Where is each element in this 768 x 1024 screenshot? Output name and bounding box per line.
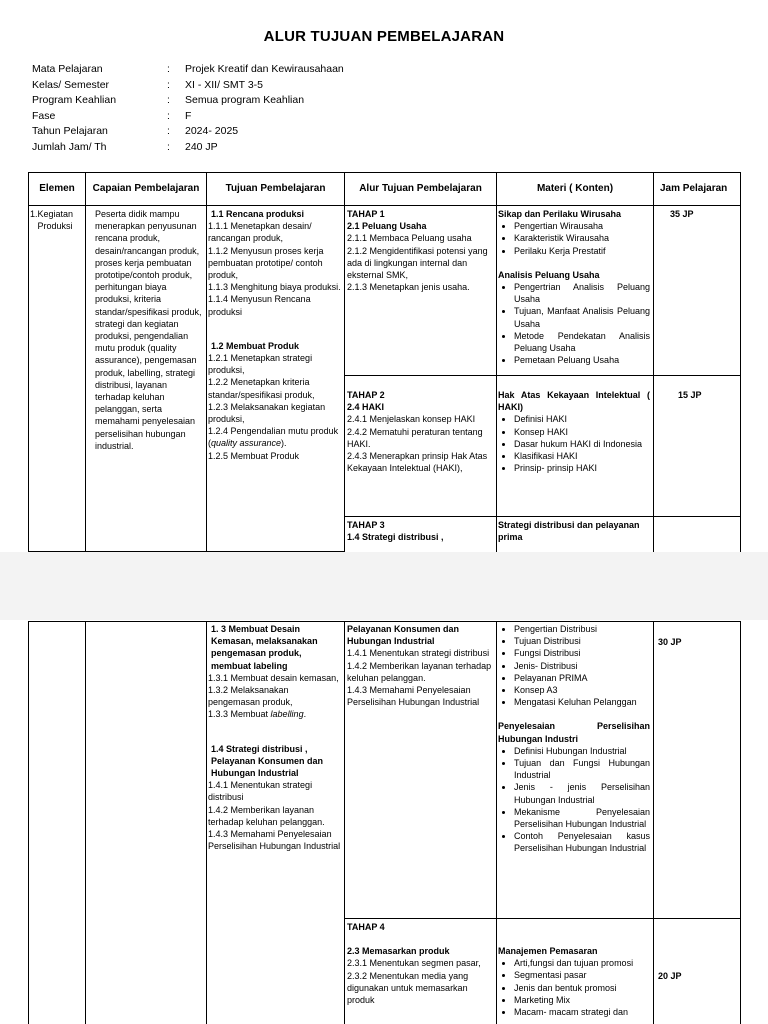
meta-key: Mata Pelajaran	[32, 63, 103, 75]
tp-heading: 1.4 Strategi distribusi , Pelayanan Konsumen dan Hubungan Industrial	[211, 743, 324, 779]
jam-value: 15 JP	[678, 390, 702, 400]
meta-value: XI - XII/ SMT 3-5	[185, 78, 263, 91]
table-border	[653, 172, 654, 552]
tp-item: 1.4.1 Menentukan strategi distribusi	[208, 780, 313, 803]
meta-key: Fase	[32, 109, 56, 122]
materi-item: • Macam- macam strategi dan	[514, 1006, 650, 1018]
document-meta	[32, 62, 344, 155]
table-border	[344, 516, 741, 517]
materi-list	[498, 413, 650, 474]
meta-row	[32, 109, 344, 125]
table-border	[496, 621, 497, 1024]
table-border	[740, 172, 741, 552]
tp-item: 1.4.3 Memahami Penyelesaian Perselisihan Hubungan Industrial	[208, 829, 341, 852]
jam-value: 35 JP	[670, 209, 694, 219]
materi-item: • Pengertrian Analisis Peluang Usaha	[514, 281, 650, 305]
tujuan-cell-2	[208, 623, 342, 852]
materi-heading: Penyelesaian Perselisihan Hubungan Industri	[498, 721, 650, 744]
atp-item: 1.4.2 Memberikan layanan terhadap keluhan pelanggan.	[347, 660, 492, 683]
materi-item: • Contoh Penyelesaian kasus Perselisihan Hubungan Industrial	[514, 830, 650, 854]
materi-list	[498, 281, 650, 366]
materi-item: • Tujuan Distribusi	[514, 635, 650, 647]
meta-colon: :	[167, 63, 170, 75]
table-border	[28, 205, 741, 206]
materi-item: • Jenis dan bentuk promosi	[514, 982, 650, 994]
table-border	[85, 172, 86, 552]
materi-item: • Karakteristik Wirausaha	[514, 232, 650, 244]
tp-item: 1.3.1 Membuat desain kemasan,	[208, 672, 339, 683]
meta-colon: :	[167, 78, 170, 91]
meta-row	[32, 62, 344, 78]
tp-item: 1.2.2 Menetapkan kriteria standar/spesifikasi produk,	[208, 377, 315, 400]
atp-item: 2.4.2 Mematuhi peraturan tentang HAKI.	[347, 426, 483, 449]
header-jam: Jam Pelajaran	[660, 183, 728, 194]
materi-heading: Hak Atas Kekayaan Intelektual ( HAKI)	[498, 390, 650, 413]
meta-colon: :	[167, 94, 170, 106]
materi-item: • Konsep HAKI	[514, 426, 650, 438]
header-materi: Materi ( Konten)	[536, 183, 614, 194]
tp-item: 1.1.3 Menghitung biaya produksi.	[208, 282, 341, 293]
materi-item: • Pengertian Distribusi	[514, 623, 650, 635]
header-alur: Alur Tujuan Pembelajaran	[359, 183, 482, 194]
document-title: ALUR TUJUAN PEMBELAJARAN	[263, 28, 505, 45]
atp-cell-tahap4	[347, 921, 493, 1006]
materi-item: • Pemetaan Peluang Usaha	[514, 354, 650, 366]
meta-value: Projek Kreatif dan Kewirausahaan	[185, 63, 344, 75]
page-break	[0, 552, 768, 620]
atp-heading: 1.4 Strategi distribusi ,	[347, 532, 444, 543]
atp-cell-tahap2	[347, 389, 493, 474]
materi-item: • Fungsi Distribusi	[514, 647, 650, 659]
table-border	[344, 918, 741, 919]
header-elemen: Elemen	[39, 183, 75, 194]
atp-item: 2.4.3 Menerapkan prinsip Hak Atas Kekayaan Intelektual (HAKI),	[347, 451, 488, 474]
elemen-cell	[30, 208, 84, 232]
table-border	[206, 621, 207, 1024]
materi-cell-1	[498, 208, 650, 366]
tp-item-text: ).	[281, 438, 287, 449]
tp-heading: 1.2 Membuat Produk	[211, 340, 300, 351]
tp-item: 1.1.4 Menyusun Rencana produksi	[208, 294, 311, 317]
table-border	[206, 172, 207, 552]
materi-cell-p2	[498, 623, 650, 855]
materi-list	[498, 623, 650, 708]
materi-item: • Mekanisme Penyelesaian Perselisihan Hubungan Industrial	[514, 806, 650, 830]
header-capaian: Capaian Pembelajaran	[92, 183, 200, 194]
tp-item: 1.1.1 Menetapkan desain/ rancangan produk,	[208, 221, 312, 244]
tahap-label: TAHAP 4	[347, 922, 385, 932]
tp-item: 1.4.2 Memberikan layanan terhadap keluhan pelanggan.	[208, 804, 325, 827]
materi-item: • Prinsip- prinsip HAKI	[514, 462, 650, 474]
tp-item: 1.2.1 Menetapkan strategi produksi,	[208, 353, 313, 376]
capaian-cell: Peserta didik mampu menerapkan penyusunan rencana produk, desain/rancangan produk, proses kerja pembuatan prototipe/contoh produk, perhitungan biaya produksi, kriteria standar/spesifikasi produk, strategi dan kegiatan produksi, pengendalian mutu produk (quality assurance), pengemasan produk, labelling, strategi distribusi, layanan terhadap keluhan pelanggan, serta memahami penyelesaian perselisihan hubungan industrial.	[95, 209, 202, 451]
tp-item-italic: labelling	[270, 709, 304, 720]
atp-item: 2.3.1 Menentukan segmen pasar,	[347, 958, 481, 969]
meta-colon: :	[167, 140, 170, 153]
table-border	[344, 621, 345, 1024]
materi-cell-4	[498, 945, 650, 1018]
tp-item-text: 1.2.4 Pengendalian mutu produk (	[208, 426, 339, 449]
tp-item: 1.3.2 Melaksanakan pengemasan produk,	[208, 685, 293, 708]
atp-item: 2.3.2 Menentukan media yang digunakan untuk memasarkan produk	[347, 970, 469, 1006]
materi-item: • Arti,fungsi dan tujuan promosi	[514, 957, 650, 969]
elemen-number: 1.	[30, 209, 38, 219]
jam-value: 30 JP	[658, 637, 682, 647]
materi-item: • Jenis- Distribusi	[514, 660, 650, 672]
meta-value: F	[185, 109, 192, 122]
atp-cell-tahap3	[347, 519, 493, 543]
atp-item: 2.1.3 Menetapkan jenis usaha.	[347, 282, 470, 293]
tp-item-text: 1.3.3 Membuat	[208, 709, 271, 720]
atp-cell-tahap1	[347, 208, 493, 293]
materi-list	[498, 957, 650, 1018]
materi-heading: Manajemen Pemasaran	[498, 946, 598, 956]
table-border	[496, 172, 497, 552]
tp-item: 1.3.3 Membuat labelling.	[208, 709, 307, 720]
tujuan-cell	[208, 208, 342, 462]
atp-item: 2.1.1 Membaca Peluang usaha	[347, 233, 472, 244]
tp-heading: 1. 3 Membuat Desain Kemasan, melaksanakan pengemasan produk, membuat labeling	[211, 624, 318, 671]
materi-list	[498, 220, 650, 257]
table-border	[344, 172, 345, 552]
materi-item: • Klasifikasi HAKI	[514, 450, 650, 462]
materi-item: • Metode Pendekatan Analisis Peluang Usaha	[514, 330, 650, 354]
materi-list	[498, 745, 650, 855]
materi-cell-2	[498, 389, 650, 474]
meta-row	[32, 93, 344, 109]
tp-item: 1.1.2 Menyusun proses kerja pembuatan prototipe/ contoh produk,	[208, 245, 324, 281]
tp-item	[208, 425, 342, 449]
meta-key: Program Keahlian	[32, 94, 117, 106]
meta-row	[32, 78, 344, 94]
materi-item: • Dasar hukum HAKI di Indonesia	[514, 438, 650, 450]
materi-item: • Jenis - jenis Perselisihan Hubungan Industrial	[514, 781, 650, 805]
table-border	[740, 621, 741, 1024]
materi-heading: Strategi distribusi dan pelayanan prima	[498, 520, 640, 543]
materi-item: • Marketing Mix	[514, 994, 650, 1006]
atp-heading: Pelayanan Konsumen dan Hubungan Industrial	[347, 624, 460, 647]
materi-item: • Pengertian Wirausaha	[514, 220, 650, 232]
materi-heading: Analisis Peluang Usaha	[498, 269, 600, 280]
meta-value: 240 JP	[185, 140, 218, 153]
meta-row	[32, 124, 344, 140]
meta-colon: :	[167, 125, 170, 137]
atp-item: 2.1.2 Mengidentifikasi potensi yang ada di lingkungan internal dan eksternal SMK,	[347, 245, 488, 281]
materi-item: • Definisi HAKI	[514, 413, 650, 425]
materi-item: • Konsep A3	[514, 684, 650, 696]
materi-item: • Tujuan dan Fungsi Hubungan Industrial	[514, 757, 650, 781]
meta-key: Jumlah Jam/ Th	[32, 140, 107, 153]
table-border	[28, 621, 29, 1024]
meta-value: Semua program Keahlian	[185, 94, 305, 106]
atp-heading: 2.3 Memasarkan produk	[347, 946, 450, 957]
atp-item: 1.4.3 Memahami Penyelesaian Perselisihan Hubungan Industrial	[347, 685, 480, 708]
table-border	[653, 621, 654, 1024]
table-border	[85, 621, 86, 1024]
atp-cell-p2	[347, 623, 493, 708]
materi-item: • Segmentasi pasar	[514, 969, 650, 981]
table-border	[344, 375, 741, 376]
tp-heading: 1.1 Rencana produksi	[211, 209, 305, 219]
materi-item: • Definisi Hubungan Industrial	[514, 745, 650, 757]
jam-value: 20 JP	[658, 971, 682, 981]
header-tujuan: Tujuan Pembelajaran	[225, 183, 326, 194]
atp-item: 1.4.1 Menentukan strategi distribusi	[347, 648, 490, 659]
tahap-label: TAHAP 2	[347, 390, 385, 400]
meta-colon: :	[167, 109, 170, 122]
meta-key: Tahun Pelajaran	[32, 125, 108, 137]
materi-item: • Pelayanan PRIMA	[514, 672, 650, 684]
tahap-label: TAHAP 1	[347, 209, 385, 219]
materi-item: • Tujuan, Manfaat Analisis Peluang Usaha	[514, 305, 650, 329]
table-border	[28, 172, 29, 552]
materi-item: • Mengatasi Keluhan Pelanggan	[514, 696, 650, 708]
atp-heading: 2.4 HAKI	[347, 402, 385, 413]
meta-key: Kelas/ Semester	[32, 78, 110, 91]
elemen-text: Kegiatan Produksi	[37, 209, 74, 232]
materi-heading: Sikap dan Perilaku Wirusaha	[498, 209, 621, 219]
atp-heading: 2.1 Peluang Usaha	[347, 221, 427, 232]
tahap-label: TAHAP 3	[347, 520, 385, 530]
table-border	[28, 621, 741, 622]
tp-item-italic: quality assurance	[211, 438, 282, 449]
materi-item: • Perilaku Kerja Prestatif	[514, 245, 650, 257]
tp-item: 1.2.5 Membuat Produk	[208, 450, 300, 461]
meta-value: 2024- 2025	[185, 125, 239, 137]
atp-item: 2.4.1 Menjelaskan konsep HAKI	[347, 414, 476, 425]
meta-row	[32, 140, 344, 156]
tp-item: 1.2.3 Melaksanakan kegiatan produksi,	[208, 401, 326, 425]
